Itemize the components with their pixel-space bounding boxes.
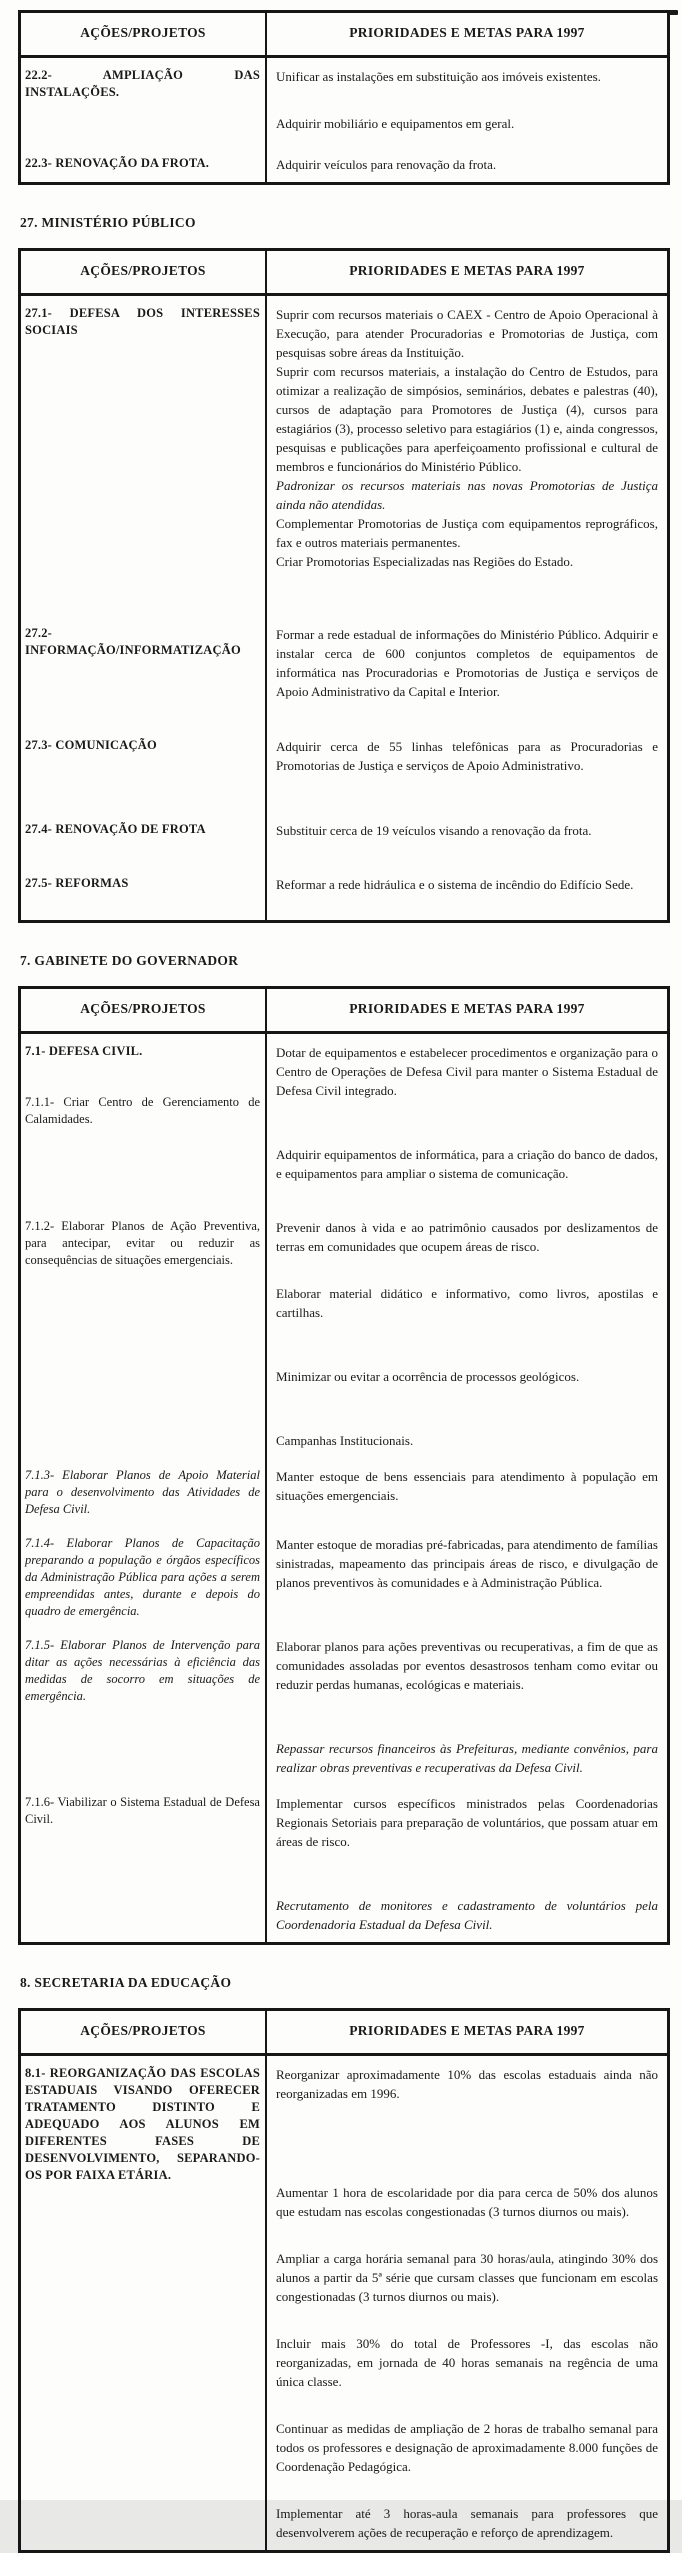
table-body bbox=[21, 2056, 667, 2550]
section-heading: 27. MINISTÉRIO PÚBLICO bbox=[20, 215, 196, 230]
goals-cell bbox=[265, 812, 667, 866]
action-cell bbox=[21, 1526, 265, 1628]
table-header-row bbox=[21, 251, 667, 296]
action-cell bbox=[21, 866, 265, 920]
action-cell bbox=[21, 1628, 265, 1785]
actions-priorities-table bbox=[18, 2008, 670, 2553]
goal-text: Elaborar planos para ações preventivas ou recuperativas, a fim de que as comunidades assoladas por eventos desastrosos tenham como evitar ou reduzir perdas humanas, ecológicas e materiais. bbox=[276, 1639, 658, 1692]
goals-cell bbox=[265, 1526, 667, 1628]
goal-text: Substituir cerca de 19 veículos visando a renovação da frota. bbox=[276, 823, 592, 838]
document-section bbox=[18, 10, 670, 185]
goal-text: Minimizar ou evitar a ocorrência de processos geológicos. bbox=[276, 1369, 580, 1384]
table-row bbox=[21, 296, 667, 616]
col-header-actions: AÇÕES/PROJETOS bbox=[80, 25, 206, 40]
goals-cell bbox=[265, 1628, 667, 1785]
col-header-priorities: PRIORIDADES E METAS PARA 1997 bbox=[265, 2011, 667, 2053]
action-text: 7.1.5- Elaborar Planos de Intervenção para ditar as ações necessárias à eficiência das medidas de socorro em situações de emergência. bbox=[25, 1638, 260, 1703]
goals-cell bbox=[265, 296, 667, 616]
action-text: 27.2- INFORMAÇÃO/INFORMATIZAÇÃO bbox=[25, 626, 241, 657]
goal-text: Manter estoque de moradias pré-fabricadas, para atendimento de famílias sinistradas, mapeamento das principais áreas de risco, e divulgação de planos preventivos às comunidades e à Administração Pública. bbox=[276, 1537, 658, 1590]
table-row bbox=[21, 146, 667, 182]
action-text: 27.1- DEFESA DOS INTERESSES SOCIAIS bbox=[25, 306, 260, 337]
goal-text: Continuar as medidas de ampliação de 2 horas de trabalho semanal para todos os professores e designação de aproximadamente 8.000 funções de Coordenação Pedagógica. bbox=[276, 2421, 658, 2474]
action-text: 22.3- RENOVAÇÃO DA FROTA. bbox=[25, 156, 210, 170]
table-header-row bbox=[21, 989, 667, 1034]
table-row bbox=[21, 1526, 667, 1628]
goal-text: Adquirir mobiliário e equipamentos em geral. bbox=[276, 116, 515, 131]
goal-text: Adquirir veículos para renovação da frota. bbox=[276, 157, 497, 172]
action-text: 7.1.6- Viabilizar o Sistema Estadual de Defesa Civil. bbox=[25, 1795, 260, 1826]
goal-text: Suprir com recursos materiais, a instalação do Centro de Estudos, para otimizar a realização de simpósios, seminários, debates e palestras (40), cursos de adaptação para Promotores de Justiça (4), cursos para estagiários (3), processo seletivo para estagiários (1) e, ainda congressos, pesquisas e publicações para aperfeiçoamento profissional e cultural de membros e funcionários do Ministério Público. bbox=[276, 364, 658, 474]
goals-cell bbox=[265, 1458, 667, 1526]
goal-text: Campanhas Institucionais. bbox=[276, 1433, 414, 1448]
scan-artifact bbox=[669, 10, 678, 15]
table-row bbox=[21, 58, 667, 146]
goal-text: Repassar recursos financeiros às Prefeituras, mediante convênios, para realizar obras preventivas e recuperativas da Defesa Civil. bbox=[276, 1741, 658, 1775]
table-row bbox=[21, 728, 667, 812]
action-cell bbox=[21, 1034, 265, 1209]
goal-text: Padronizar os recursos materiais nas novas Promotorias de Justiça ainda não atendidas. bbox=[276, 478, 658, 512]
goals-cell bbox=[265, 2056, 667, 2550]
goal-text: Prevenir danos à vida e ao patrimônio causados por deslizamentos de terras em comunidades que ocupem áreas de risco. bbox=[276, 1220, 658, 1254]
action-cell bbox=[21, 146, 265, 182]
action-text: 27.5- REFORMAS bbox=[25, 876, 129, 890]
col-header-actions: AÇÕES/PROJETOS bbox=[80, 2023, 206, 2038]
action-text: 7.1.3- Elaborar Planos de Apoio Material para o desenvolvimento das Atividades de Defesa Civil. bbox=[25, 1468, 260, 1516]
goal-text: Unificar as instalações em substituição aos imóveis existentes. bbox=[276, 69, 601, 84]
table-header-row bbox=[21, 2011, 667, 2056]
action-text: 7.1.2- Elaborar Planos de Ação Preventiva, para antecipar, evitar ou reduzir as consequências de situações emergenciais. bbox=[25, 1219, 260, 1267]
action-cell bbox=[21, 58, 265, 146]
table-row bbox=[21, 866, 667, 920]
table-header-row bbox=[21, 13, 667, 58]
action-text: 7.1- DEFESA CIVIL. bbox=[25, 1044, 143, 1058]
col-header-priorities: PRIORIDADES E METAS PARA 1997 bbox=[265, 13, 667, 55]
action-text: 7.1.4- Elaborar Planos de Capacitação preparando a população e órgãos específicos da Administração Pública para ações a serem empreendidas antes, durante e depois do quadro de emergência. bbox=[25, 1536, 260, 1618]
document-section bbox=[18, 953, 670, 1945]
actions-priorities-table bbox=[18, 10, 670, 185]
action-text: 27.4- RENOVAÇÃO DE FROTA bbox=[25, 822, 206, 836]
goal-text: Formar a rede estadual de informações do Ministério Público. Adquirir e instalar cerca de 600 conjuntos completos de equipamentos de informática nas Procuradorias e Promotorias de Justiça e serviços de Apoio Administrativo da Capital e Interior. bbox=[276, 627, 658, 699]
table-row bbox=[21, 1034, 667, 1209]
goal-text: Recrutamento de monitores e cadastramento de voluntários pela Coordenadoria Estadual da Defesa Civil. bbox=[276, 1898, 658, 1932]
action-cell bbox=[21, 728, 265, 812]
goal-text: Criar Promotorias Especializadas nas Regiões do Estado. bbox=[276, 554, 574, 569]
actions-priorities-table bbox=[18, 986, 670, 1945]
action-text: 22.2- AMPLIAÇÃO DAS INSTALAÇÕES. bbox=[25, 68, 260, 99]
goal-text: Elaborar material didático e informativo, como livros, apostilas e cartilhas. bbox=[276, 1286, 658, 1320]
goal-text: Suprir com recursos materiais o CAEX - Centro de Apoio Operacional à Execução, para atender Procuradorias e Promotorias de Justiça, com pesquisas sobre áreas da Instituição. bbox=[276, 307, 658, 360]
col-header-priorities: PRIORIDADES E METAS PARA 1997 bbox=[265, 251, 667, 293]
goal-text: Reorganizar aproximadamente 10% das escolas estaduais ainda não reorganizadas em 1996. bbox=[276, 2067, 658, 2101]
goal-text: Reformar a rede hidráulica e o sistema de incêndio do Edifício Sede. bbox=[276, 877, 634, 892]
goals-cell bbox=[265, 146, 667, 182]
action-cell bbox=[21, 1458, 265, 1526]
goal-text: Implementar cursos específicos ministrados pelas Coordenadorias Regionais Setoriais para preparação de voluntários, que possam atuar em áreas de risco. bbox=[276, 1796, 658, 1849]
goals-cell bbox=[265, 728, 667, 812]
goals-cell bbox=[265, 1034, 667, 1209]
goals-cell bbox=[265, 1785, 667, 1942]
table-row bbox=[21, 1785, 667, 1942]
action-text: 27.3- COMUNICAÇÃO bbox=[25, 738, 157, 752]
action-text: 7.1.1- Criar Centro de Gerenciamento de Calamidades. bbox=[25, 1095, 260, 1126]
table-body bbox=[21, 296, 667, 920]
goals-cell bbox=[265, 58, 667, 146]
goal-text: Adquirir cerca de 55 linhas telefônicas para as Procuradorias e Promotorias de Justiça e serviços de Apoio Administrativo. bbox=[276, 739, 658, 773]
document-section bbox=[18, 1975, 670, 2553]
table-row bbox=[21, 2056, 667, 2550]
col-header-priorities: PRIORIDADES E METAS PARA 1997 bbox=[265, 989, 667, 1031]
section-heading: 8. SECRETARIA DA EDUCAÇÃO bbox=[20, 1975, 232, 1990]
table-row bbox=[21, 1458, 667, 1526]
goal-text: Manter estoque de bens essenciais para atendimento à população em situações emergenciais. bbox=[276, 1469, 658, 1503]
goal-text: Ampliar a carga horária semanal para 30 horas/aula, atingindo 30% dos alunos a partir da 5ª série que cursam classes que funcionam em escolas congestionadas (3 turnos diurnos ou mais). bbox=[276, 2251, 658, 2304]
goal-text: Complementar Promotorias de Justiça com equipamentos reprográficos, fax e outros materiais permanentes. bbox=[276, 516, 658, 550]
table-row bbox=[21, 616, 667, 728]
action-text: 8.1- REORGANIZAÇÃO DAS ESCOLAS ESTADUAIS VISANDO OFERECER TRATAMENTO DISTINTO E ADEQUADO AOS ALUNOS EM DIFERENTES FASES DE DESENVOLVIMENTO, SEPARANDO-OS POR FAIXA ETÁRIA. bbox=[25, 2066, 260, 2182]
col-header-actions: AÇÕES/PROJETOS bbox=[80, 1001, 206, 1016]
table-row bbox=[21, 1628, 667, 1785]
goal-text: Incluir mais 30% do total de Professores -I, das escolas não reorganizadas, em jornada de 40 horas semanais na regência de uma única classe. bbox=[276, 2336, 658, 2389]
table-row bbox=[21, 812, 667, 866]
goal-text: Implementar até 3 horas-aula semanais para professores que desenvolverem ações de recuperação e reforço de aprendizagem. bbox=[276, 2506, 658, 2540]
table-body bbox=[21, 58, 667, 182]
col-header-actions: AÇÕES/PROJETOS bbox=[80, 263, 206, 278]
table-body bbox=[21, 1034, 667, 1942]
goals-cell bbox=[265, 1209, 667, 1458]
actions-priorities-table bbox=[18, 248, 670, 923]
action-cell bbox=[21, 1209, 265, 1458]
action-cell bbox=[21, 296, 265, 616]
section-heading: 7. GABINETE DO GOVERNADOR bbox=[20, 953, 239, 968]
goals-cell bbox=[265, 866, 667, 920]
goal-text: Aumentar 1 hora de escolaridade por dia para cerca de 50% dos alunos que estudam nas escolas congestionadas (3 turnos diurnos ou mais). bbox=[276, 2185, 658, 2219]
goal-text: Adquirir equipamentos de informática, para a criação do banco de dados, e equipamentos para ampliar o sistema de comunicação. bbox=[276, 1147, 658, 1181]
table-row bbox=[21, 1209, 667, 1458]
action-cell bbox=[21, 1785, 265, 1942]
action-cell bbox=[21, 2056, 265, 2550]
document-section bbox=[18, 215, 670, 923]
action-cell bbox=[21, 812, 265, 866]
goals-cell bbox=[265, 616, 667, 728]
goal-text: Dotar de equipamentos e estabelecer procedimentos e organização para o Centro de Operações de Defesa Civil para manter o Sistema Estadual de Defesa Civil integrado. bbox=[276, 1045, 658, 1098]
action-cell bbox=[21, 616, 265, 728]
